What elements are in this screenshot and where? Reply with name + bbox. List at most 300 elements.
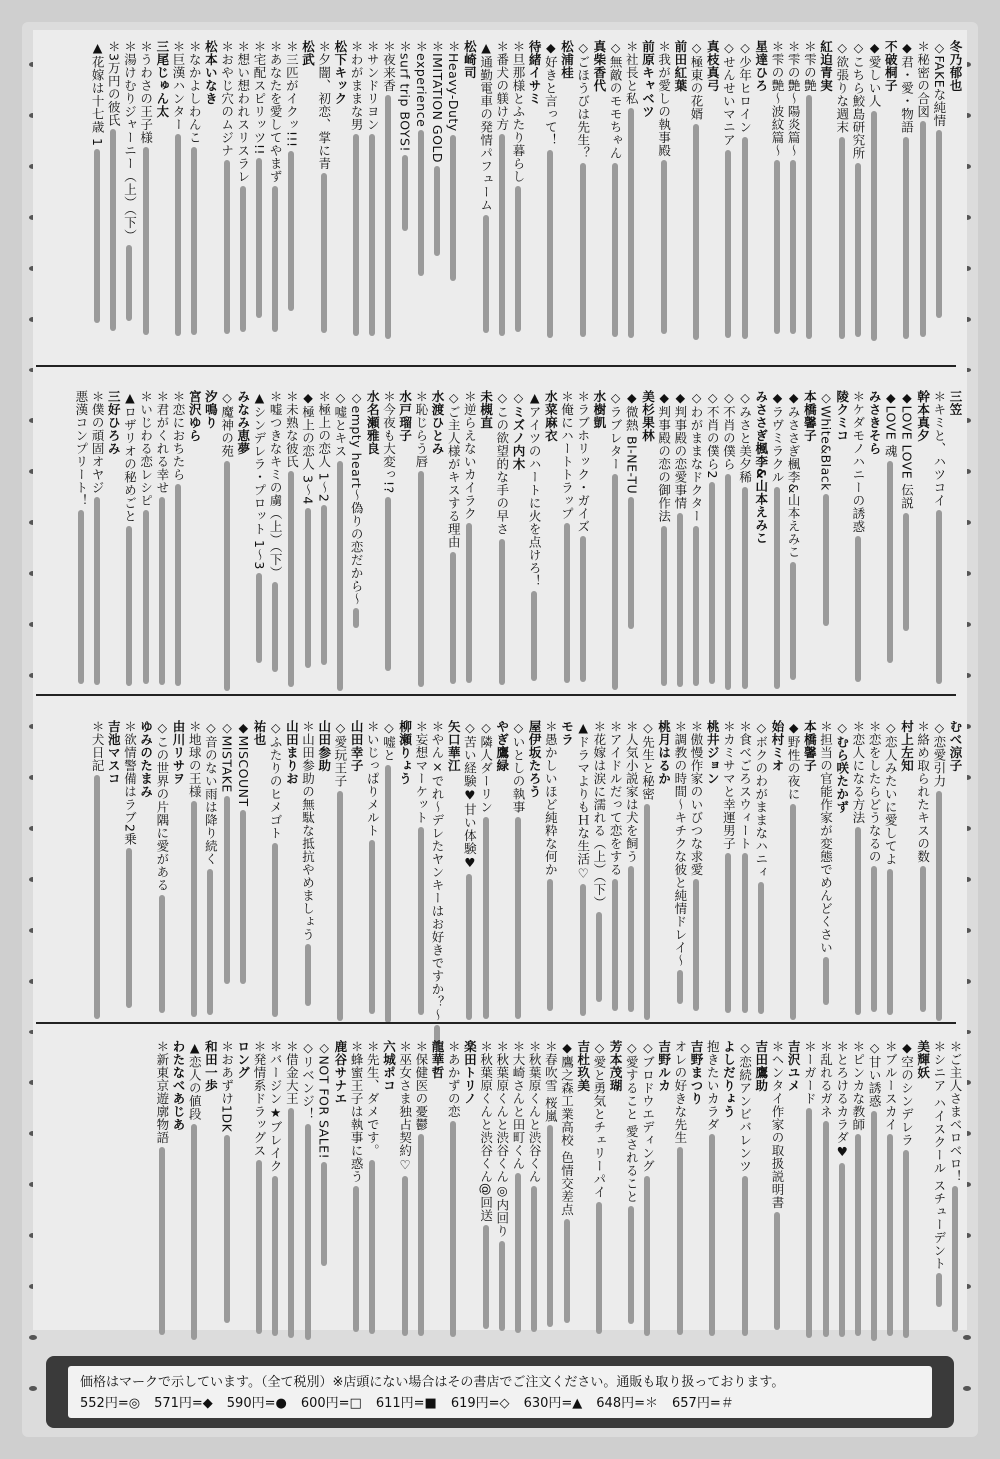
book-title-text: ◇ボクのわがままなハニィ [753, 720, 769, 879]
book-title [819, 720, 834, 1020]
book-title-text: ＊ーガード [802, 1040, 818, 1105]
book-title [770, 390, 785, 710]
book-title-text: ◇ふたりのヒメゴト [268, 720, 284, 840]
book-title-text: ◇愛玩王子 [332, 720, 348, 788]
title-bar [774, 1212, 780, 1330]
author-name [252, 720, 267, 1020]
book-title-text: ＊ピンカな教師 [850, 1040, 866, 1131]
title-bar [920, 866, 926, 1012]
title-bar [677, 513, 683, 687]
section-divider [36, 1022, 956, 1024]
book-title-text: ＊蜂蜜王子は執事に惑う [349, 1040, 365, 1183]
book-title-text: ＊ケダモノハニーの誘惑 [850, 390, 866, 533]
book-title-text: ▲通勤電車の発情パフューム [478, 40, 494, 212]
author-name-text: 紅迫青実 [818, 40, 834, 92]
book-title [608, 40, 623, 370]
title-bar [903, 513, 909, 631]
book-title-text: ＊ラブホリック・ガイズ [575, 390, 591, 533]
price-legend-box [46, 1356, 954, 1428]
book-title [365, 1040, 380, 1325]
book-title [819, 1040, 834, 1325]
book-title-text: ＊新東京遊廓物語 [154, 1040, 170, 1144]
author-name-text: 吉杜玖美 [575, 1040, 591, 1092]
author-name-text: 始村ミオ [769, 720, 785, 772]
price-item: 648円=＊ [596, 1396, 658, 1411]
book-title-text: ◇甘い誘惑 [867, 1040, 883, 1108]
book-title-text: ▲花嫁は十七歳 1 [90, 40, 106, 147]
book-title-text: ◆鷹之森工業高校 色情交差点 [559, 1040, 575, 1216]
book-title-text: ▲恋人の値段 [187, 1040, 203, 1121]
title-bar [823, 494, 829, 626]
book-title [171, 390, 186, 710]
book-title-text: ＊発情系ドラッグス [251, 1040, 267, 1157]
book-title-text: ＊夕闇、初恋、掌に青 [316, 40, 332, 170]
book-title [916, 720, 931, 1020]
title-bar [418, 1134, 424, 1336]
book-title [592, 1040, 607, 1325]
author-name-text: 前田紅葉 [672, 40, 688, 92]
price-item: 571円=◆ [154, 1396, 213, 1411]
book-title-text: ◇恋人みたいに愛してよ [883, 720, 899, 866]
title-bar [288, 471, 294, 687]
book-title [543, 720, 558, 1020]
author-name [899, 720, 914, 1020]
book-title [187, 40, 202, 370]
book-title-text: ＊人気小説家は犬を飼う [624, 720, 640, 863]
title-bar [369, 1160, 375, 1334]
book-title-text: ＊Heavy-Duty [446, 40, 462, 132]
author-name [398, 390, 413, 710]
book-title [835, 1040, 850, 1325]
book-title-text: ◇音のない雨は降り続く [203, 720, 219, 866]
book-title [479, 720, 494, 1020]
book-title [414, 720, 429, 1020]
author-name-text: モラ [559, 720, 575, 746]
author-name-text: 水樹凱 [591, 390, 607, 429]
title-bar [628, 108, 634, 338]
book-title [365, 720, 380, 1020]
book-title-text: ◇苦い経験♥甘い体験♥ [462, 720, 478, 871]
book-title-text: ＊秋葉原くんと渋谷くん [527, 1040, 543, 1183]
book-title [673, 1040, 688, 1325]
book-title-text: ＊我が愛しの執事殿 [656, 40, 672, 157]
book-title [414, 1040, 429, 1325]
title-bar [644, 804, 650, 1020]
book-title-text: ◇わがままなドクター [689, 390, 704, 523]
title-bar [644, 1176, 650, 1336]
book-title-text: ＊なかよしわんこ [187, 40, 203, 144]
title-bar [110, 129, 116, 331]
author-name [916, 1040, 931, 1325]
book-title [673, 720, 688, 1020]
book-title-text: ＊僕の頑固オヤジ [90, 390, 106, 494]
title-bar [709, 482, 715, 684]
book-title-text: ＊ブルースカイ [883, 1040, 899, 1131]
author-name-text: 水戸瑠子 [397, 390, 413, 442]
title-bar [353, 1186, 359, 1332]
author-name [754, 1040, 769, 1325]
book-title [122, 720, 137, 1020]
book-title-text: オレの好きな先生 [672, 1040, 688, 1144]
book-title-text: ◇ブロドウエディング [640, 1040, 656, 1173]
book-title [381, 40, 396, 370]
book-title [770, 40, 785, 370]
book-title-text: ＊ヘンタイ作家の取扱説明書 [769, 1040, 785, 1209]
title-bar [564, 523, 570, 683]
title-bar [612, 879, 618, 1011]
author-name-text: 三笠 [948, 390, 963, 416]
title-bar [612, 163, 618, 337]
author-name [754, 390, 769, 710]
price-list [80, 1393, 920, 1414]
book-title [301, 390, 316, 710]
author-name-text: 祐也 [251, 720, 267, 746]
author-name-text: 和田一歩 [203, 1040, 219, 1092]
author-name-text: 松崎司 [462, 40, 478, 79]
book-title [187, 720, 202, 1020]
author-name [948, 40, 963, 370]
book-title [203, 720, 218, 1020]
title-bar [224, 160, 230, 334]
title-bar [725, 474, 731, 690]
book-title-text: ＊傲慢作家のいびつな求愛 [689, 720, 704, 876]
book-title [608, 390, 623, 710]
author-name [592, 40, 607, 370]
book-title [527, 1040, 542, 1325]
book-title [819, 390, 834, 710]
book-title-text: ＊夜来香 [381, 40, 397, 92]
book-title-text: ＊experience [413, 40, 429, 128]
book-title [721, 390, 736, 710]
book-title [527, 390, 542, 710]
book-title [770, 1040, 785, 1325]
book-title-text: ◆判事殿の恋の御作法 [656, 390, 672, 523]
author-name [171, 1040, 186, 1325]
title-bar [207, 869, 213, 1015]
author-name-text: ゆみのたまみ [138, 720, 154, 798]
book-title [446, 390, 461, 710]
title-bar [547, 1125, 553, 1327]
book-title-text: ◇魔神の苑 [219, 390, 235, 458]
author-name-text: 松本いなき [203, 40, 219, 105]
book-title [90, 720, 105, 1020]
book-title [430, 40, 445, 370]
title-bar [272, 843, 278, 1017]
title-bar [224, 1135, 230, 1323]
author-name [430, 390, 445, 710]
author-name [462, 1040, 477, 1325]
book-title [802, 1040, 817, 1325]
author-name-text: 美輝妖 [915, 1040, 931, 1079]
book-title-text: ＊巨漢ハンター [171, 40, 186, 131]
title-bar [547, 150, 553, 338]
title-bar [661, 526, 667, 686]
book-title-text: ＊とろけるカラダ♥ [834, 1040, 850, 1160]
author-name-text: 由川リサヲ [171, 720, 186, 785]
book-title [381, 720, 396, 1020]
title-bar [839, 1163, 845, 1337]
book-title-text: ＊わがままな男 [349, 40, 365, 131]
title-bar [855, 163, 861, 337]
title-bar [126, 245, 132, 321]
title-bar [402, 155, 408, 231]
book-title [883, 1040, 898, 1325]
book-title [916, 40, 931, 370]
book-title [90, 390, 105, 710]
author-name [171, 720, 186, 1020]
book-title-text: ◇嘘と [381, 720, 397, 762]
author-name [640, 40, 655, 370]
book-title-text: ◇恋続アンビバレンツ [737, 1040, 753, 1173]
book-title-text: 悪漢コンプリート！ [73, 390, 89, 507]
author-name [139, 720, 154, 1020]
author-name [106, 720, 121, 1020]
author-name-text: 芳本茂瑚 [608, 1040, 624, 1092]
author-name-text: 村上左知 [899, 720, 915, 772]
book-title [689, 40, 704, 370]
book-title-text: ▲ロザリオの秘めごと [122, 390, 138, 523]
book-title [479, 1040, 494, 1325]
author-name [802, 720, 817, 1020]
title-bar [466, 874, 472, 1020]
title-bar [936, 791, 942, 1021]
author-name-text: 幹本真夕 [915, 390, 931, 442]
book-title-text: ◇無敵のモモちゃん [608, 40, 624, 160]
title-bar [337, 791, 343, 1021]
book-title-text: ◆野性の夜に [786, 720, 802, 801]
title-bar [191, 801, 197, 1017]
author-name [495, 720, 510, 1020]
book-title-text: ◆MISCOUNT [235, 720, 251, 807]
book-title [511, 720, 526, 1020]
book-title-text: ＊乱れるガネ [818, 1040, 834, 1118]
author-name [106, 390, 121, 710]
title-bar [94, 497, 100, 685]
title-bar [806, 1108, 812, 1338]
author-name-text: 未槻直 [478, 390, 494, 429]
book-title [867, 720, 882, 1020]
price-item: 630円=▲ [523, 1396, 583, 1411]
book-title-text: 抱きたいカラダ [705, 1040, 721, 1131]
book-title [802, 40, 817, 370]
author-name-text: わたなべあじあ [171, 1040, 186, 1131]
title-bar [758, 882, 764, 1014]
author-name [236, 1040, 251, 1325]
book-title-text: ◇恋愛引力 [931, 720, 947, 788]
book-title [705, 1040, 720, 1325]
book-title-text: ＊あかずの恋 [446, 1040, 462, 1118]
title-bar [580, 163, 586, 337]
title-bar [515, 817, 521, 1019]
author-name [883, 40, 898, 370]
book-title [381, 390, 396, 710]
book-title-text: ◇こちら鮫島研究所 [850, 40, 866, 160]
book-title [462, 390, 477, 710]
title-bar [369, 134, 375, 336]
title-bar [337, 461, 343, 691]
title-bar [94, 775, 100, 1019]
title-bar [483, 1225, 489, 1329]
book-title [252, 40, 267, 370]
book-title-text: ◇少年ヒロイン [737, 40, 753, 134]
title-bar [191, 1124, 197, 1340]
author-name-text: 吉沢ユメ [786, 1040, 802, 1092]
author-name [317, 720, 332, 1020]
book-title [624, 720, 639, 1020]
book-title-text: ＊三匹がイクッ!!! [284, 40, 300, 148]
author-name-text: 吉田鷹助 [753, 1040, 769, 1092]
author-name-text: みなみ恵夢 [235, 390, 251, 455]
book-title [236, 720, 251, 1020]
price-note: 価格はマークで示しています。（全て税別）※店頭にない場合はその書店でご注文ください。通販も取り扱っております。 [80, 1375, 785, 1390]
book-title-text: ＊うわさの王子様 [138, 40, 154, 144]
book-title [446, 1040, 461, 1325]
author-name [527, 40, 542, 370]
book-title-text: ◇ごほうびは先生？ [575, 40, 591, 160]
author-name-text: 三好ひろみ [106, 390, 122, 455]
author-name [705, 720, 720, 1020]
book-title [301, 720, 316, 1020]
book-title [738, 1040, 753, 1325]
title-bar [790, 804, 796, 1020]
title-bar [450, 1121, 456, 1337]
catalog-section-4 [33, 1040, 967, 1325]
book-title-text: ＊花嫁は涙に濡れる（上）（下） [591, 720, 607, 909]
book-title-text: ＊アイドルだって恋をする [608, 720, 624, 876]
book-title-text: ◇MISTAKE [219, 720, 235, 793]
title-bar [418, 471, 424, 687]
book-title [414, 40, 429, 370]
book-title [317, 40, 332, 370]
book-title-text: ◇FAKEな純情 [931, 40, 947, 128]
book-title [511, 1040, 526, 1325]
book-title-text: ＊やん×でれ～デレたヤンキーはお好きですか？～ [430, 720, 445, 1022]
book-title-text: ◇いとしの執事 [510, 720, 526, 814]
book-title-text: ＊雫の艶～陽炎篇～ [786, 40, 802, 157]
title-bar [871, 1111, 877, 1341]
book-title [738, 40, 753, 370]
title-bar [580, 536, 586, 682]
book-title [640, 1040, 655, 1325]
title-bar [742, 1176, 748, 1336]
title-bar [547, 879, 553, 1011]
book-title-text: ◇極東の花婿 [689, 40, 704, 121]
title-bar [143, 147, 149, 335]
book-title-text: ◆君・愛・物語 [899, 40, 915, 134]
book-title [284, 40, 299, 370]
title-bar [774, 160, 780, 334]
title-bar [94, 149, 100, 323]
author-name [948, 720, 963, 1020]
book-title [365, 40, 380, 370]
author-name [543, 390, 558, 710]
title-bar [936, 130, 942, 318]
book-title [122, 390, 137, 710]
author-name [819, 40, 834, 370]
author-name [511, 390, 526, 710]
book-title [786, 40, 801, 370]
book-title [948, 1040, 963, 1325]
book-title-text: ＊君がくれる幸せ [154, 390, 170, 494]
book-title-text: ◆極上の恋人 3～4 [300, 390, 316, 505]
book-title-text: ◇みさと美夕稀 [737, 390, 753, 484]
author-name-text: 宮沢ゆら [187, 390, 203, 442]
book-title [705, 390, 720, 710]
book-title-text: ＊先生、ダメです。 [365, 1040, 381, 1157]
book-title-text: ◇嘘とキス [332, 390, 348, 458]
book-title-text: ＊俺にハートトラップ [559, 390, 575, 520]
title-bar [272, 582, 278, 672]
title-bar [725, 853, 731, 1013]
title-bar [790, 562, 796, 680]
author-name-text: 桃月はるか [656, 720, 672, 785]
book-title-text: ＊愚かしいほど純粋な何か [543, 720, 559, 876]
decorative-dot-icon [29, 1386, 37, 1391]
title-bar [677, 1147, 683, 1335]
author-name-text: ロング [235, 1040, 251, 1079]
book-title-text: ＊未熟な彼氏 [284, 390, 300, 468]
title-bar [709, 1134, 715, 1336]
book-title [883, 390, 898, 710]
book-title [349, 390, 364, 710]
book-title-text: ◇先生と秘密 [640, 720, 656, 801]
book-title [317, 1040, 332, 1325]
book-title-text: ＊surf trip BOYS! [397, 40, 413, 152]
title-bar [466, 523, 472, 683]
section-divider [36, 694, 956, 696]
book-title-text: ＊バージン★ブレイク [268, 1040, 284, 1173]
book-title-text: ＊食べごろスウィート [737, 720, 753, 850]
title-bar [159, 497, 165, 685]
book-title-text: ＊逆らえないカイラク [462, 390, 478, 520]
title-bar [499, 539, 505, 685]
book-title [122, 40, 137, 370]
book-title-text: ＊借金大王 [284, 1040, 300, 1105]
author-name [754, 40, 769, 370]
book-title [301, 1040, 316, 1325]
book-title-text: ▲シンデレラ・プロット 1～3 [251, 390, 267, 570]
author-name [430, 1040, 445, 1325]
book-title [851, 720, 866, 1020]
price-item: 552円=◎ [80, 1396, 141, 1411]
book-title [333, 720, 348, 1020]
author-name [187, 390, 202, 710]
title-bar [305, 508, 311, 668]
book-title [333, 390, 348, 710]
book-title-text: ＊湯けむりジャーニー（上）（下） [122, 40, 138, 242]
title-bar [369, 840, 375, 1014]
book-title-text: ◇愛と勇気とチェリーパイ [591, 1040, 607, 1199]
author-name [689, 1040, 704, 1325]
book-title [252, 1040, 267, 1325]
book-title [495, 1040, 510, 1325]
book-title [899, 40, 914, 370]
catalog-panel [33, 30, 967, 1330]
book-title [155, 720, 170, 1020]
title-bar [126, 848, 132, 1008]
author-name-text: 待緒イサミ [527, 40, 543, 105]
book-title-text: ＊カミサマと幸運男子 [721, 720, 737, 850]
book-title-text: ＊犬日記 [90, 720, 106, 772]
book-title [624, 1040, 639, 1325]
book-title [268, 1040, 283, 1325]
title-bar [256, 1160, 262, 1334]
title-bar [887, 461, 893, 663]
book-title [867, 40, 882, 370]
book-title-text: ＊恋におちたら [171, 390, 186, 481]
book-title-text: ◇せんせいマニア [721, 40, 737, 147]
book-title [721, 720, 736, 1020]
